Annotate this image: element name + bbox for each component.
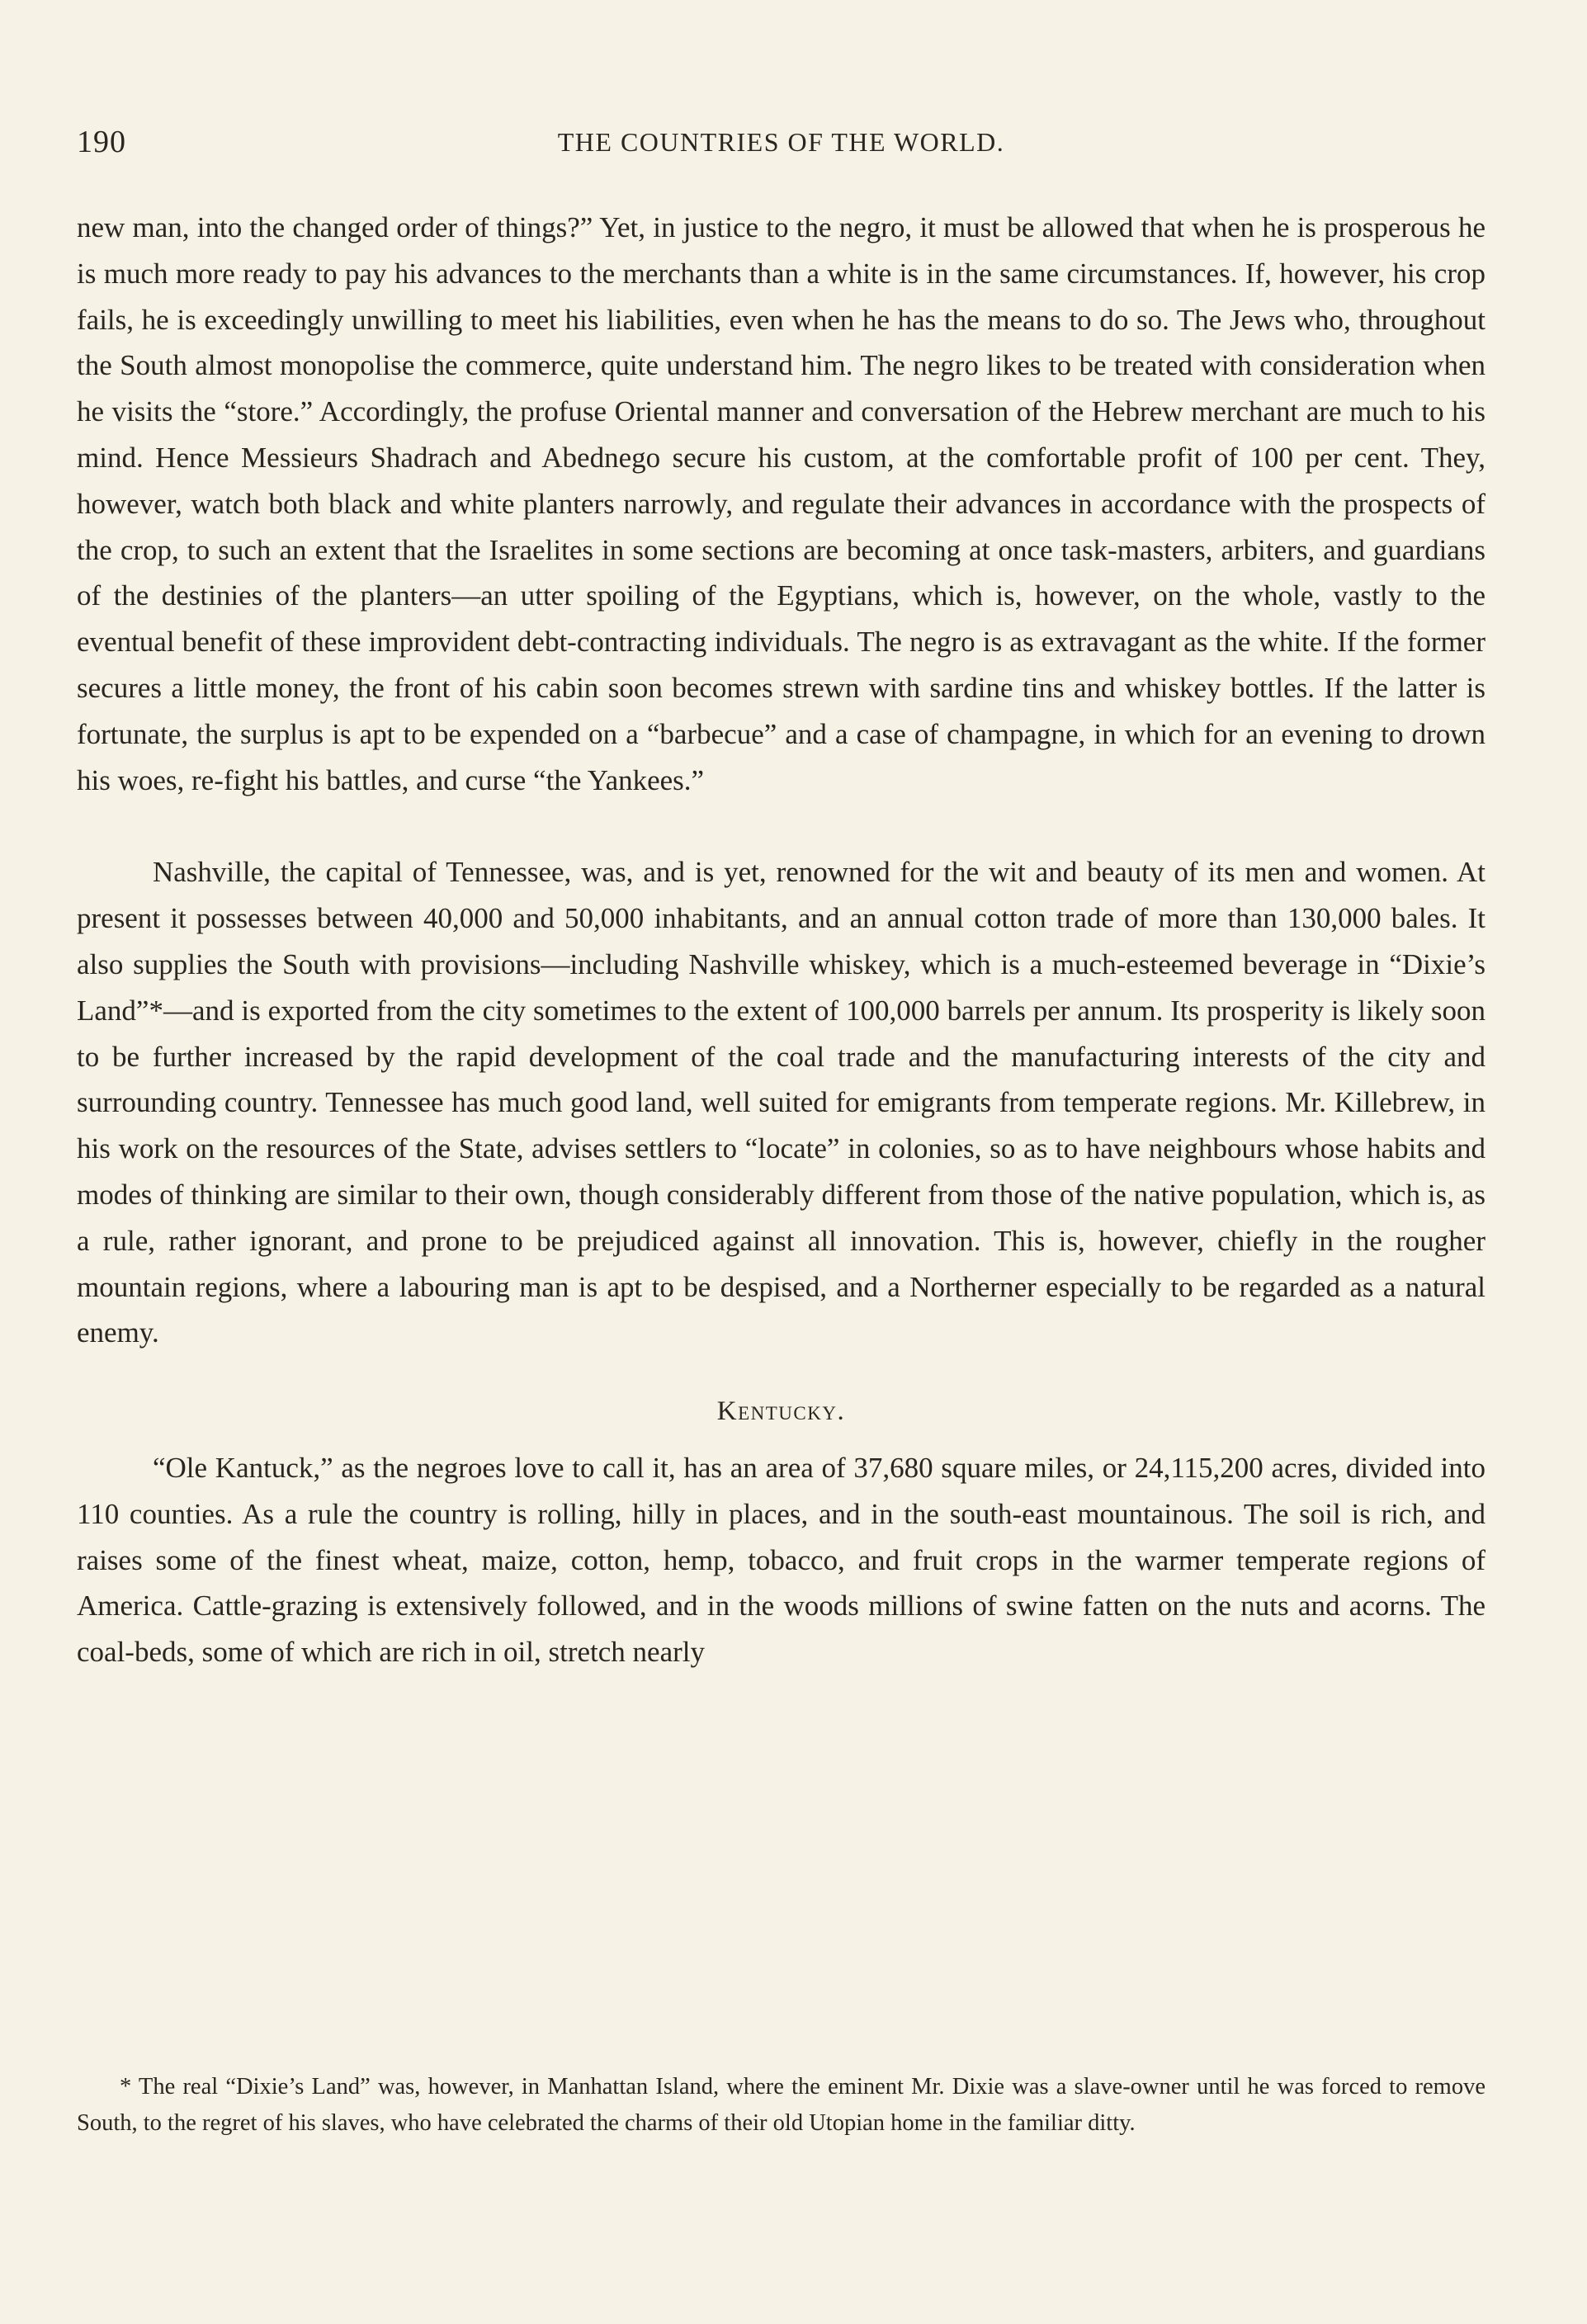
paragraph-negro-merchants: new man, into the changed order of things?” Yet, in justice to the negro, it must be allowed that when he is prosperous he is much more ready to pay his advances to the merchants than a white is in the same circumstances. If, however, his crop fails, he is exceedingly unwilling to meet his liabilities, even when he has the means to do so. The Jews who, throughout the South almost monopolise the commerce, quite understand him. The negro likes to be treated with consideration when he visits the “store.” Accordingly, the profuse Oriental manner and conversation of the Hebrew merchant are much to his mind. Hence Messieurs Shadrach and Abednego secure his custom, at the comfortable profit of 100 per cent. They, however, watch both black and white planters narrowly, and regulate their advances in accordance with the prospects of the crop, to such an extent that the Israelites in some sections are becoming at once task-masters, arbiters, and guardians of the destinies of the planters—an utter spoiling of the Egyptians, which is, however, on the whole, vastly to the eventual benefit of these improvident debt-contracting individuals. The negro is as extravagant as the white. If the former secures a little money, the front of his cabin soon becomes strewn with sardine tins and whiskey bottles. If the latter is fortunate, the surplus is apt to be expended on a “barbecue” and a case of champagne, in which for an evening to drown his woes, re-fight his battles, and curse “the Yankees.”: [77, 211, 1485, 796]
page-number: 190: [77, 125, 126, 159]
paragraph-kentucky: “Ole Kantuck,” as the negroes love to call it, has an area of 37,680 square miles, or 24,115,200 acres, divided into 110 counties. As a rule the country is rolling, hilly in places, and in the south-east mountainous. The soil is rich, and raises some of the finest wheat, maize, cotton, hemp, tobacco, and fruit crops in the warmer temperate regions of America. Cattle-grazing is extensively followed, and in the woods millions of swine fatten on the nuts and acorns. The coal-beds, some of which are rich in oil, stretch nearly: [77, 1451, 1485, 1669]
paragraph-nashville: Nashville, the capital of Tennessee, was, and is yet, renowned for the wit and beauty of its men and women. At present it possesses between 40,000 and 50,000 inhabitants, and an annual cotton trade of more than 130,000 bales. It also supplies the South with provisions—including Nashville whiskey, which is a much-esteemed beverage in “Dixie’s Land”*—and is exported from the city sometimes to the extent of 100,000 barrels per annum. Its prosperity is likely soon to be further increased by the rapid development of the coal trade and the manufacturing interests of the city and surrounding country. Tennessee has much good land, well suited for emigrants from temperate regions. Mr. Killebrew, in his work on the resources of the State, advises settlers to “locate” in colonies, so as to have neighbours whose habits and modes of thinking are similar to their own, though considerably different from those of the native population, which is, as a rule, rather ignorant, and prone to be prejudiced against all innovation. This is, however, chiefly in the rougher mountain regions, where a labouring man is apt to be despised, and a Northerner especially to be regarded as a natural enemy.: [77, 856, 1485, 1349]
body-text: [77, 205, 1485, 1675]
running-title: THE COUNTRIES OF THE WORLD.: [557, 127, 1005, 157]
section-heading-kentucky: Kentucky.: [716, 1396, 846, 1427]
running-head: [77, 124, 1485, 165]
footnote: * The real “Dixie’s Land” was, however, in Manhattan Island, where the eminent Mr. Dixie was a slave-owner until he was forced to remove South, to the regret of his slaves, who have celebrated the charms of their old Utopian home in the familiar ditty.: [77, 2074, 1485, 2136]
